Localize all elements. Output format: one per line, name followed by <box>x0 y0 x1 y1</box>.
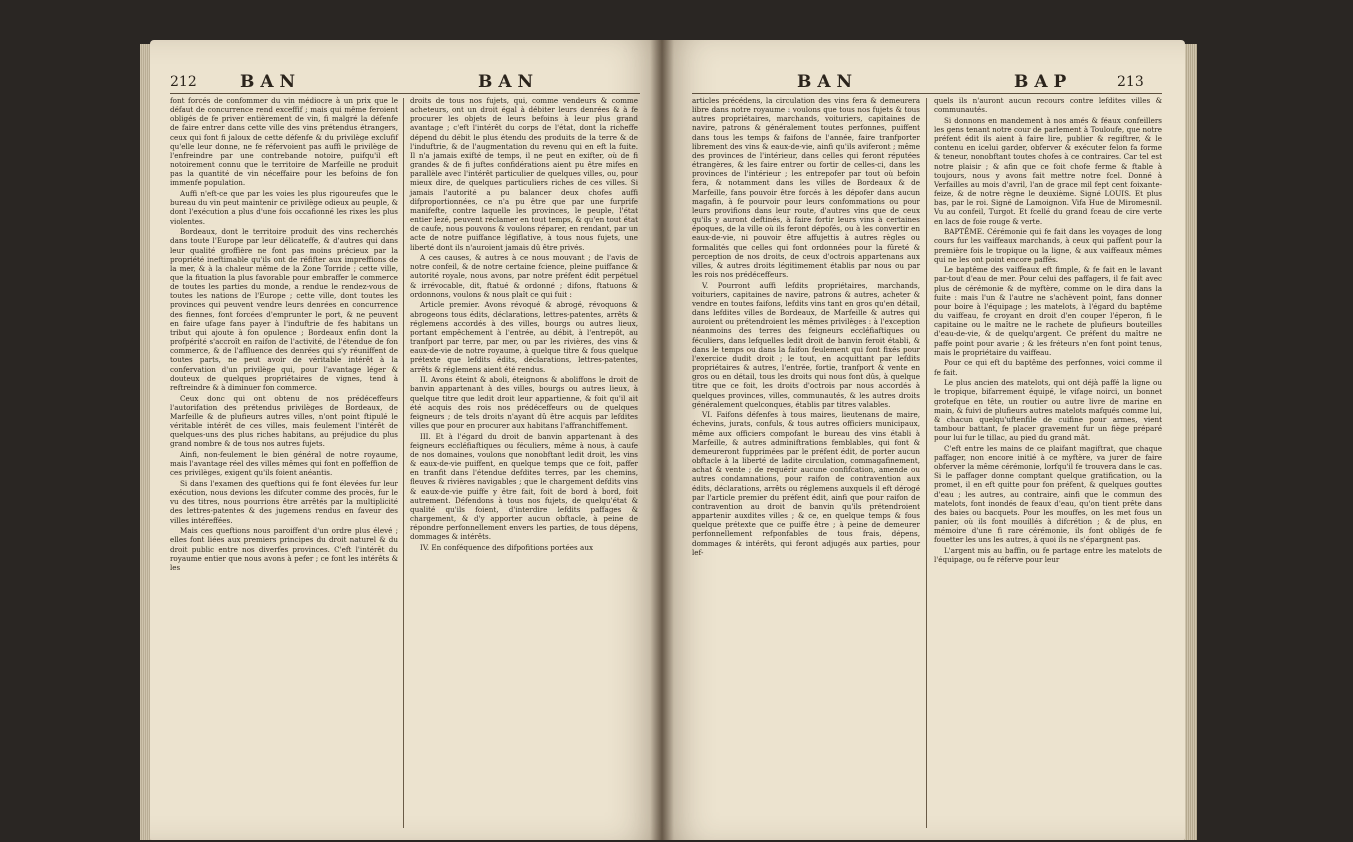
paragraph: Mais ces queftions nous paroiffent d'un ordre plus élevé ; elles font liées aux premiers principes du droit naturel & du droit public entre nos diverfes provinces. C'eft l'intérêt du royaume entier que nous avons à pefer ; ce font les intérêts & les <box>170 526 398 572</box>
paragraph: A ces causes, & autres à ce nous mouvant ; de l'avis de notre confeil, & de notre certaine fcience, pleine puiffance & autorité royale, nous avons, par notre préfent édit perpétuel & irrévocable, dit, ftatué & ordonné ; difons, ftatuons & ordonnons, voulons & nous plaît ce qui fuit : <box>410 253 638 299</box>
right-page-column-2 <box>934 96 1162 566</box>
paragraph: IV. En conféquence des difpofitions portées aux <box>420 543 593 552</box>
running-head-right: BAN <box>478 72 540 92</box>
left-page-column-1 <box>170 96 398 573</box>
open-book <box>150 40 1185 840</box>
column-separator <box>926 98 927 828</box>
paragraph: Article premier. Avons révoqué & abrogé, révoquons & abrogeons tous édits, déclarations, lettres-patentes, arrêts & réglemens accordés à des villes, bourgs ou autres lieux, portant empêchement à l'entrée, au débit, à l'entrepôt, au tranfport par terre, par mer, ou par les rivières, des vins & eaux-de-vie de notre royaume, à quelque titre & fous quelque prétexte que lefdits édits, déclarations, lettres-patentes, arrêts & réglemens aient été rendus. <box>410 300 638 374</box>
paragraph: III. Et à l'égard du droit de banvin appartenant à des feigneurs eccléfiaftiques ou féculiers, même à nous, à caufe de nos domaines, voulons que nonobftant ledit droit, les vins & eaux-de-vie puiffent, en quelque temps que ce foit, paffer en tranfit dans l'étendue defdites terres, par les chemins, fleuves & rivières navigables ; que le chargement defdits vins & eaux-de-vie puiffe y être fait, foit de bord à bord, foit autrement. Défendons à tous nos fujets, de quelqu'état & qualité qu'ils foient, d'interdire lefdits paffages & chargement, & d'y apporter aucun obftacle, à peine de répondre perfonnellement envers les parties, de tous dépens, dommages & intérêts. <box>410 431 638 542</box>
paragraph: L'argent mis au baffin, ou fe partage entre les matelots de l'équipage, ou fe réferve pour leur <box>934 546 1162 565</box>
running-head-left: BAN <box>240 72 302 92</box>
paragraph: Ainfi, non-feulement le bien général de notre royaume, mais l'avantage réel des villes mêmes qui font en poffeffion de ces privilèges, exigent qu'ils foient anéantis. <box>170 449 398 478</box>
paragraph: Bordeaux, dont le territoire produit des vins recherchés dans toute l'Europe par leur délicateffe, & d'autres qui dans leur qualité groffière ne font pas moins précieux par la propriété ineftimable qu'ils ont de réfifter aux impreffions de la mer, & à la chaleur même de la Zone Torride ; cette ville, que la fituation la plus favorable pour embraffer le commerce de toutes les parties du monde, a rendue le rendez-vous de toutes les nations de l'Europe ; cette ville, dont toutes les provinces qui peuvent vendre leurs denrées en concurrence des fiennes, font forcées d'emprunter le port, & ne peuvent en faire ufage fans payer à l'induftrie de fes habitans un tribut qui ajoute à fon opulence ; Bordeaux enfin dont la profpérité s'accroît en raifon de l'activité, de l'étendue de fon commerce, & de l'affluence des denrées qui s'y réuniffent de toutes parts, ne peut avoir de véritable intérêt à la confervation d'un privilège qui, pour l'avantage léger & douteux de quelques propriétaires de vignes, tend à reftreindre & à diminuer fon commerce. <box>170 227 398 392</box>
paragraph: II. Avons éteint & aboli, éteignons & aboliffons le droit de banvin appartenant à des villes, bourgs ou autres lieux, à quelque titre que ledit droit leur appartienne, & foit qu'il ait été acquis des rois nos prédéceffeurs ou de quelques feigneurs ; de tels droits n'ayant dû être acquis par lefdites villes que pour en procurer aux habitans l'affranchiffement. <box>410 375 638 430</box>
running-head-right: BAP <box>1014 72 1073 92</box>
paragraph: BAPTÊME. Cérémonie qui fe fait dans les voyages de long cours fur les vaiffeaux marchands, à ceux qui paffent pour la première fois le tropique ou la ligne, & aux vaiffeaux mêmes qui ne les ont point encore paffés. <box>934 227 1162 264</box>
paragraph: C'eft entre les mains de ce plaifant magiftrat, que chaque paffager, non encore initié à ce myftère, va jurer de faire obferver la même cérémonie, lorfqu'il fe trouvera dans le cas. Si le paffager donne comptant quelque gratification, ou la promet, il en eft quitte pour fon préfent, & quelques gouttes d'eau ; les autres, au contraire, ainfi que le commun des matelots, font inondés de feaux d'eau, qu'on tient prête dans des baies ou bacquets. Pour les mouffes, on les met fous un panier, où ils font mouillés à difcrétion ; & de plus, en mémoire d'une fi rare cérémonie, ils font obligés de fe fouetter les uns les autres, à quoi ils ne s'épargnent pas. <box>934 443 1162 545</box>
paragraph: Auffi n'eft-ce que par les voies les plus rigoureufes que le bureau du vin peut maintenir ce privilège odieux au peuple, & dont l'exécution a plus d'une fois occafionné les rixes les plus violentes. <box>170 189 398 226</box>
paragraph: Le baptême des vaiffeaux eft fimple, & fe fait en le lavant par-tout d'eau de mer. Pour celui des paffagers, il fe fait avec plus de cérémonie & de myftère, comme on le dira dans la fuite : mais l'un & l'autre ne s'achèvent point, fans donner pour boire à l'équipage ; les matelots, à l'égard du baptême du vaiffeau, fe croyant en droit d'en couper l'éperon, fi le capitaine ou le maître ne le rachete de plufieurs bouteilles d'eau-de-vie, & de quelqu'argent. Ce préfent du maître ne paffe point pour avarie ; & les fréteurs n'en font point tenus, mais le propriétaire du vaiffeau. <box>934 265 1162 357</box>
paragraph: Le plus ancien des matelots, qui ont déjà paffé la ligne ou le tropique, bifarrement équipé, le vifage noirci, un bonnet grotefque en tête, un routier ou autre livre de marine en main, & fuivi de plufieurs autres matelots mafqués comme lui, & chacun quelqu'uftenfile de cuifine pour armes, vient tambour battant, fe placer gravement fur un fiège préparé pour lui fur le tillac, au pied du grand mât. <box>934 378 1162 443</box>
paragraph: V. Pourront auffi lefdits propriétaires, marchands, voituriers, capitaines de navire, patrons & autres, acheter & vendre en toutes faifons, lefdits vins tant en gros qu'en détail, dans lefdites villes de Bordeaux, de Marfeille & autres qui auroient ou prétendroient les mêmes privilèges : à l'exception néanmoins des terres des feigneurs eccléfiaftiques ou féculiers, dans lefquelles ledit droit de banvin feroit établi, & dans le temps ou dans la faifon feulement qui font fixés pour l'exercice dudit droit ; le tout, en acquittant par lefdits propriétaires & autres, l'entrée, fortie, tranfport & vente en gros ou en détail, tous les droits qui nous font dûs, à quelque titre que ce foit, les droits d'octrois par nous accordés à quelques provinces, villes, communautés, & les autres droits généralement quelconques, établis par titres valables. <box>692 280 920 409</box>
column-separator <box>403 98 404 828</box>
paragraph: Si dans l'examen des queftions qui fe font élevées fur leur exécution, nous devions les difcuter comme des procès, fur le vu des titres, nous pourrions être arrêtés par la multiplicité des lettres-patentes & des jugemens rendus en faveur des villes intéreffées. <box>170 478 398 525</box>
page-number: 213 <box>1117 74 1144 90</box>
paragraph: Si donnons en mandement à nos amés & féaux confeillers les gens tenant notre cour de parlement à Touloufe, que notre préfent édit ils aient à faire lire, publier & regiftrer, & le contenu en icelui garder, obferver & exécuter felon fa forme & teneur, nonobftant toutes chofes à ce contraires. Car tel est notre plaisir ; & afin que ce foit chofe ferme & ftable à toujours, nous y avons fait mettre notre fcel. Donné à Verfailles au mois d'avril, l'an de grace mil fept cent foixante-feize, & de notre règne le deuxième. Signé LOUIS. Et plus bas, par le roi. Signé de Lamoignon. Vifa Hue de Miromesnil. Vu au confeil, Turgot. Et fcellé du grand fceau de cire verte en lacs de foie rouge & verte. <box>934 115 1162 226</box>
paragraph: quels ils n'auront aucun recours contre lefdites villes & communautés. <box>934 96 1162 115</box>
header-rule <box>692 93 1162 94</box>
left-page <box>150 40 662 840</box>
paragraph: droits de tous nos fujets, qui, comme vendeurs & comme acheteurs, ont un droit égal à débiter leurs denrées & à fe procurer les objets de leurs befoins à leur plus grand avantage ; c'eft l'intérêt du corps de l'état, dont la richeffe dépend du débit le plus étendu des produits de la terre & de l'induftrie, & de l'augmentation du revenu qui en eft la fuite. Il n'a jamais exifté de temps, il ne peut en exifter, où de fi grandes & de fi juftes confidérations aient pu être mifes en parallèle avec l'intérêt particulier de quelques villes, ou, pour mieux dire, de quelques particuliers riches de ces villes. Si jamais l'autorité a pu balancer deux chofes auffi difproportionnées, ce n'a pu être que par une furprife manifefte, contre laquelle les provinces, le peuple, l'état entier lezé, peuvent réclamer en tout temps, & qu'en tout état de caufe, nous pouvons & voulons réparer, en rendant, par un acte de notre puiffance légiflative, à tous nous fujets, une liberté dont ils n'auroient jamais dû être privés. <box>410 96 638 252</box>
book-edge-right <box>1183 44 1197 840</box>
paragraph: Ceux donc qui ont obtenu de nos prédéceffeurs l'autorifation des prétendus privilèges de Bordeaux, de Marfeille & de plufieurs autres villes, n'ont point ftipulé le véritable intérêt de ces villes, mais feulement l'intérêt de quelques-uns des plus riches habitans, au préjudice du plus grand nombre & de tous nos autres fujets. <box>170 393 398 449</box>
page-number: 212 <box>170 74 197 90</box>
header-rule <box>170 93 640 94</box>
paragraph: Pour ce qui eft du baptême des perfonnes, voici comme il fe fait. <box>934 358 1162 377</box>
running-head-left: BAN <box>797 72 859 92</box>
left-page-column-2 <box>410 96 638 554</box>
right-page <box>662 40 1185 840</box>
paragraph: VI. Faifons défenfes à tous maires, lieutenans de maire, échevins, jurats, confuls, & tous autres officiers municipaux, même aux officiers compofant le bureau des vins établi à Marfeille, & autres adminiftrations femblables, qui font & demeureront fupprimées par le préfent édit, de porter aucun obftacle à la liberté de ladite circulation, commagafinement, achat & vente ; de requérir aucune confifcation, amende ou autres condamnations, pour raifon de contravention aux édits, déclarations, arrêts ou réglemens auxquels il eft dérogé par l'article premier du préfent édit, ainfi que pour raifon de contravention au droit de banvin qu'ils prétendroient appartenir auxdites villes ; & ce, en quelque temps & fous quelque prétexte que ce puiffe être ; à peine de demeurer perfonnellement refponfables de tous frais, dépens, dommages & intérêts, qui feront adjugés aux parties, pour lef- <box>692 410 920 557</box>
paragraph: articles précédens, la circulation des vins fera & demeurera libre dans notre royaume : voulons que tous nos fujets & tous autres propriétaires, marchands, voituriers, capitaines de navire, patrons & généralement toutes perfonnes, puiffent dans tous les temps & faifons de l'année, faire tranfporter librement des vins & eaux-de-vie, ainfi qu'ils aviferont ; même des provinces de l'intérieur, dans celles qui feront réputées étrangères, & les faire entrer ou fortir de celles-ci, dans les provinces de l'intérieur ; les entrepofer par tout où befoin fera, & notamment dans les villes de Bordeaux & de Marfeille, fans pouvoir être forcés à les dépofer dans aucun magafin, à fe pourvoir pour leurs confommations ou pour leurs provifions dans leur route, d'autres vins que de ceux qu'ils y auront deftinés, à faire fortir leurs vins à certaines époques, de la ville où ils feront dépofés, ou à les convertir en eaux-de-vie, ni pouvoir être affujettis à autres règles ou formalités que celles qui font ordonnées pour la fûreté & perception de nos droits, de ceux d'octrois appartenans aux villes, & autres droits légitimement établis par nous ou par les rois nos prédéceffeurs. <box>692 96 920 279</box>
right-page-column-1 <box>692 96 920 558</box>
paragraph: font forcés de confommer du vin médiocre à un prix que le défaut de concurrence rend exceffif ; mais qui même feroient obligés de fe priver entièrement de vin, fi malgré la défenfe de faire entrer dans cette ville des vins prétendus étrangers, ceux qui font fi jaloux de cette défenfe & du privilège exclufif qu'elle leur donne, ne fe réfervoient pas auffi le privilège de l'enfreindre par une contrebande notoire, puifqu'il eft notoirement connu que le territoire de Marfeille ne produit pas la quantité de vin néceffaire pour les befoins de fon immenfe population. <box>170 96 398 188</box>
